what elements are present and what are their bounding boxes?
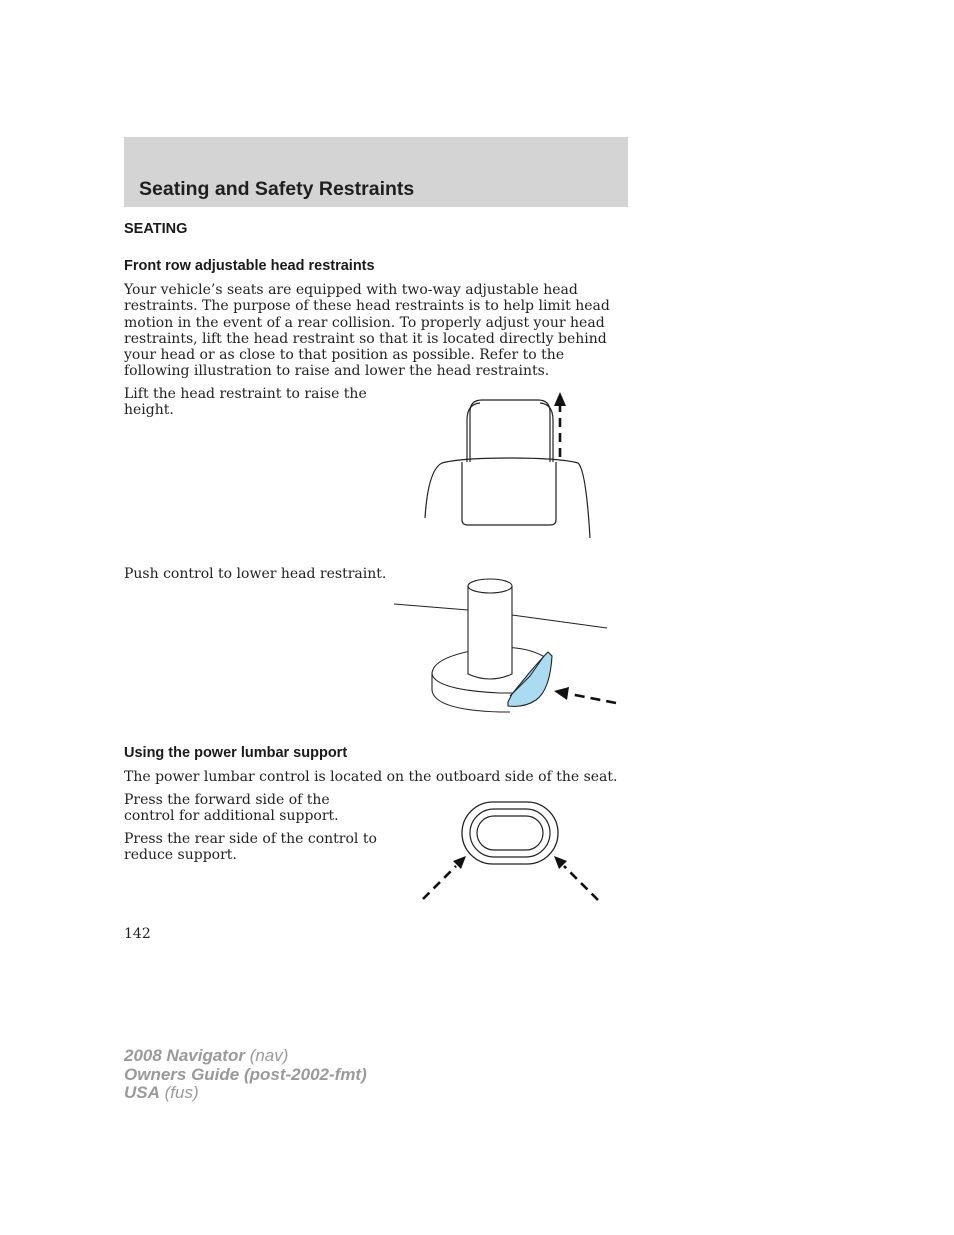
caption-raise-restraint: Lift the head restraint to raise the height.	[124, 386, 367, 419]
rear-arrow-icon	[554, 856, 598, 900]
caption-lower-restraint: Push control to lower head restraint.	[124, 566, 387, 582]
raise-arrow-icon	[554, 392, 566, 457]
lumbar-paragraph: The power lumbar control is located on the outboard side of the seat.	[124, 769, 618, 785]
head-restraints-paragraph: Your vehicle’s seats are equipped with two-way adjustable head restraints. The purpose of these head restraints is to help limit head motion in the event of a rear collision. To properly adjust your head restraints, lift the head restraint so that it is located directly behind your head or as close to that position as possible. Refer to the following illustration to raise and lower the head restraints.	[124, 282, 610, 380]
footer-model: 2008 Navigator	[124, 1046, 245, 1065]
subsection-title-lumbar: Using the power lumbar support	[124, 745, 348, 761]
head-restraint-raise-illustration	[420, 390, 600, 542]
footer-market-code: (fus)	[164, 1083, 199, 1102]
section-title: SEATING	[124, 221, 188, 237]
footer-model-code: (nav)	[249, 1046, 289, 1065]
chapter-header-band	[124, 137, 628, 207]
document-footer	[124, 1047, 367, 1103]
push-arrow-icon	[554, 687, 616, 703]
lumbar-control-switch	[462, 802, 558, 864]
caption-rear-side: Press the rear side of the control to reduce support.	[124, 831, 377, 864]
forward-arrow-icon	[423, 856, 466, 899]
head-restraint-lower-illustration	[390, 572, 622, 720]
caption-forward-side: Press the forward side of the control for additional support.	[124, 792, 339, 825]
chapter-title: Seating and Safety Restraints	[139, 178, 415, 200]
footer-market: USA	[124, 1083, 160, 1102]
lumbar-control-illustration	[418, 798, 604, 904]
page-number: 142	[124, 926, 151, 942]
footer-guide: Owners Guide (post-2002-fmt)	[124, 1064, 367, 1084]
subsection-title-head-restraints: Front row adjustable head restraints	[124, 258, 375, 274]
